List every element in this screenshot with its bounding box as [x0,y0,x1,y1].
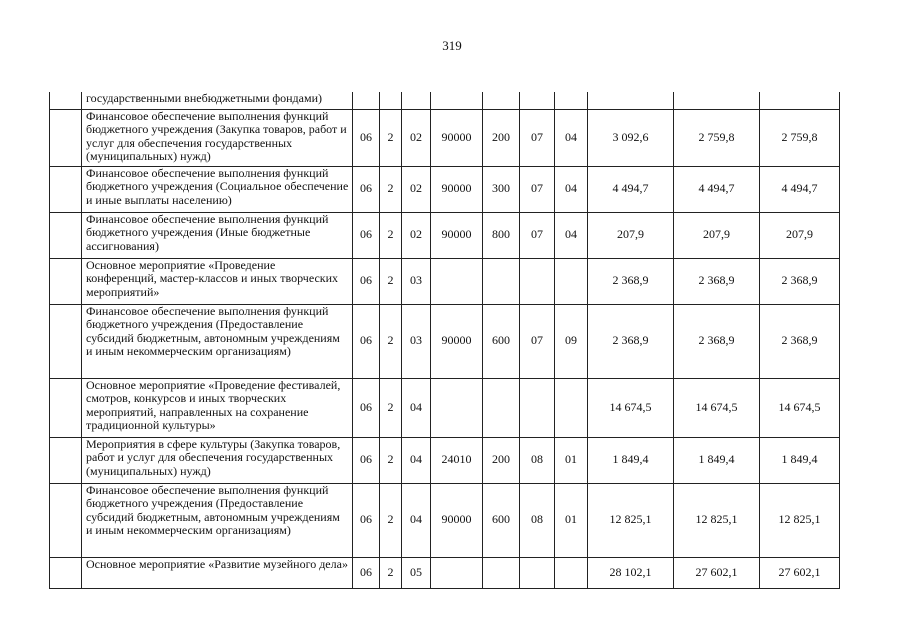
cell-expense-type [483,557,520,588]
cell-blank [50,483,82,557]
cell-program: 06 [353,258,380,304]
cell-amount-2: 14 674,5 [674,378,760,437]
cell-name: государственными внебюджетными фондами) [82,92,353,109]
cell-amount-1 [588,92,674,109]
cell-section: 07 [520,109,555,166]
cell-program [353,92,380,109]
cell-subprogram: 2 [380,437,402,483]
cell-amount-3: 2 368,9 [760,304,840,378]
cell-amount-1: 2 368,9 [588,304,674,378]
cell-main-activity: 02 [402,109,431,166]
cell-expense-type: 600 [483,304,520,378]
cell-amount-1: 14 674,5 [588,378,674,437]
cell-amount-1: 2 368,9 [588,258,674,304]
cell-amount-3: 4 494,7 [760,166,840,212]
cell-amount-2: 4 494,7 [674,166,760,212]
cell-subprogram [380,92,402,109]
cell-amount-2: 12 825,1 [674,483,760,557]
cell-main-activity [402,92,431,109]
cell-name: Финансовое обеспечение выполнения функций бюджетного учреждения (Закупка товаров, работ и услуг для обеспечения государственных (муниципальных) нужд) [82,109,353,166]
cell-amount-3: 12 825,1 [760,483,840,557]
cell-name: Финансовое обеспечение выполнения функций бюджетного учреждения (Иные бюджетные ассигнования) [82,212,353,258]
cell-blank [50,109,82,166]
cell-blank [50,92,82,109]
cell-amount-1: 4 494,7 [588,166,674,212]
cell-amount-2: 2 368,9 [674,304,760,378]
cell-blank [50,166,82,212]
cell-name: Мероприятия в сфере культуры (Закупка товаров, работ и услуг для обеспечения государственных (муниципальных) нужд) [82,437,353,483]
cell-name: Основное мероприятие «Проведение фестивалей, смотров, конкурсов и иных творческих мероприятий, направленных на сохранение традиционной культуры» [82,378,353,437]
cell-subprogram: 2 [380,378,402,437]
cell-amount-1: 3 092,6 [588,109,674,166]
cell-main-activity: 05 [402,557,431,588]
cell-direction: 90000 [431,109,483,166]
cell-subprogram: 2 [380,304,402,378]
cell-direction: 90000 [431,166,483,212]
cell-subsection: 01 [555,437,588,483]
table-row [50,258,840,304]
budget-table [49,92,840,589]
cell-amount-2: 2 759,8 [674,109,760,166]
cell-blank [50,437,82,483]
cell-blank [50,304,82,378]
cell-amount-3: 2 759,8 [760,109,840,166]
cell-main-activity: 04 [402,437,431,483]
cell-amount-3: 2 368,9 [760,258,840,304]
cell-main-activity: 04 [402,483,431,557]
cell-program: 06 [353,212,380,258]
cell-amount-2 [674,92,760,109]
cell-name: Финансовое обеспечение выполнения функций бюджетного учреждения (Социальное обеспечение и иные выплаты населению) [82,166,353,212]
cell-name: Финансовое обеспечение выполнения функций бюджетного учреждения (Предоставление субсидий бюджетным, автономным учреждениям и иным некоммерческим организациям) [82,483,353,557]
cell-section [520,378,555,437]
cell-direction [431,258,483,304]
cell-main-activity: 02 [402,166,431,212]
cell-subsection [555,258,588,304]
cell-subsection: 04 [555,109,588,166]
cell-subsection [555,92,588,109]
cell-name: Основное мероприятие «Проведение конференций, мастер-классов и иных творческих мероприятий» [82,258,353,304]
table-row [50,437,840,483]
cell-direction: 90000 [431,483,483,557]
cell-program: 06 [353,166,380,212]
cell-direction: 90000 [431,304,483,378]
cell-name: Финансовое обеспечение выполнения функций бюджетного учреждения (Предоставление субсидий бюджетным, автономным учреждениям и иным некоммерческим организациям) [82,304,353,378]
cell-section: 07 [520,212,555,258]
table-row [50,166,840,212]
cell-subsection: 01 [555,483,588,557]
cell-section: 08 [520,483,555,557]
table-row [50,92,840,109]
cell-section: 08 [520,437,555,483]
cell-direction [431,92,483,109]
cell-expense-type [483,92,520,109]
cell-main-activity: 02 [402,212,431,258]
cell-amount-3: 207,9 [760,212,840,258]
table-row [50,212,840,258]
cell-main-activity: 03 [402,304,431,378]
cell-amount-2: 27 602,1 [674,557,760,588]
cell-program: 06 [353,378,380,437]
cell-section: 07 [520,166,555,212]
cell-blank [50,258,82,304]
cell-program: 06 [353,483,380,557]
cell-section [520,92,555,109]
cell-expense-type: 300 [483,166,520,212]
table-row [50,109,840,166]
cell-blank [50,378,82,437]
cell-amount-3 [760,92,840,109]
cell-amount-2: 207,9 [674,212,760,258]
cell-amount-3: 27 602,1 [760,557,840,588]
cell-program: 06 [353,304,380,378]
table-row [50,304,840,378]
page-number: 319 [442,38,462,53]
cell-program: 06 [353,557,380,588]
cell-name: Основное мероприятие «Развитие музейного дела» [82,557,353,588]
cell-amount-1: 1 849,4 [588,437,674,483]
table-row [50,557,840,588]
cell-subprogram: 2 [380,166,402,212]
cell-direction: 24010 [431,437,483,483]
cell-program: 06 [353,437,380,483]
cell-amount-3: 14 674,5 [760,378,840,437]
cell-amount-1: 207,9 [588,212,674,258]
cell-subprogram: 2 [380,109,402,166]
cell-main-activity: 03 [402,258,431,304]
cell-amount-1: 28 102,1 [588,557,674,588]
cell-expense-type [483,258,520,304]
cell-expense-type: 200 [483,109,520,166]
cell-subsection: 04 [555,212,588,258]
cell-subprogram: 2 [380,258,402,304]
cell-amount-2: 1 849,4 [674,437,760,483]
cell-amount-1: 12 825,1 [588,483,674,557]
cell-blank [50,557,82,588]
cell-subsection [555,557,588,588]
cell-direction [431,557,483,588]
cell-subprogram: 2 [380,212,402,258]
cell-subprogram: 2 [380,483,402,557]
cell-expense-type: 200 [483,437,520,483]
cell-program: 06 [353,109,380,166]
cell-main-activity: 04 [402,378,431,437]
cell-section: 07 [520,304,555,378]
cell-amount-2: 2 368,9 [674,258,760,304]
cell-subsection: 09 [555,304,588,378]
cell-amount-3: 1 849,4 [760,437,840,483]
cell-subsection: 04 [555,166,588,212]
table-row [50,378,840,437]
table-row [50,483,840,557]
cell-expense-type: 600 [483,483,520,557]
cell-direction: 90000 [431,212,483,258]
cell-blank [50,212,82,258]
cell-expense-type: 800 [483,212,520,258]
cell-subsection [555,378,588,437]
cell-section [520,557,555,588]
cell-direction [431,378,483,437]
cell-subprogram: 2 [380,557,402,588]
cell-section [520,258,555,304]
cell-expense-type [483,378,520,437]
